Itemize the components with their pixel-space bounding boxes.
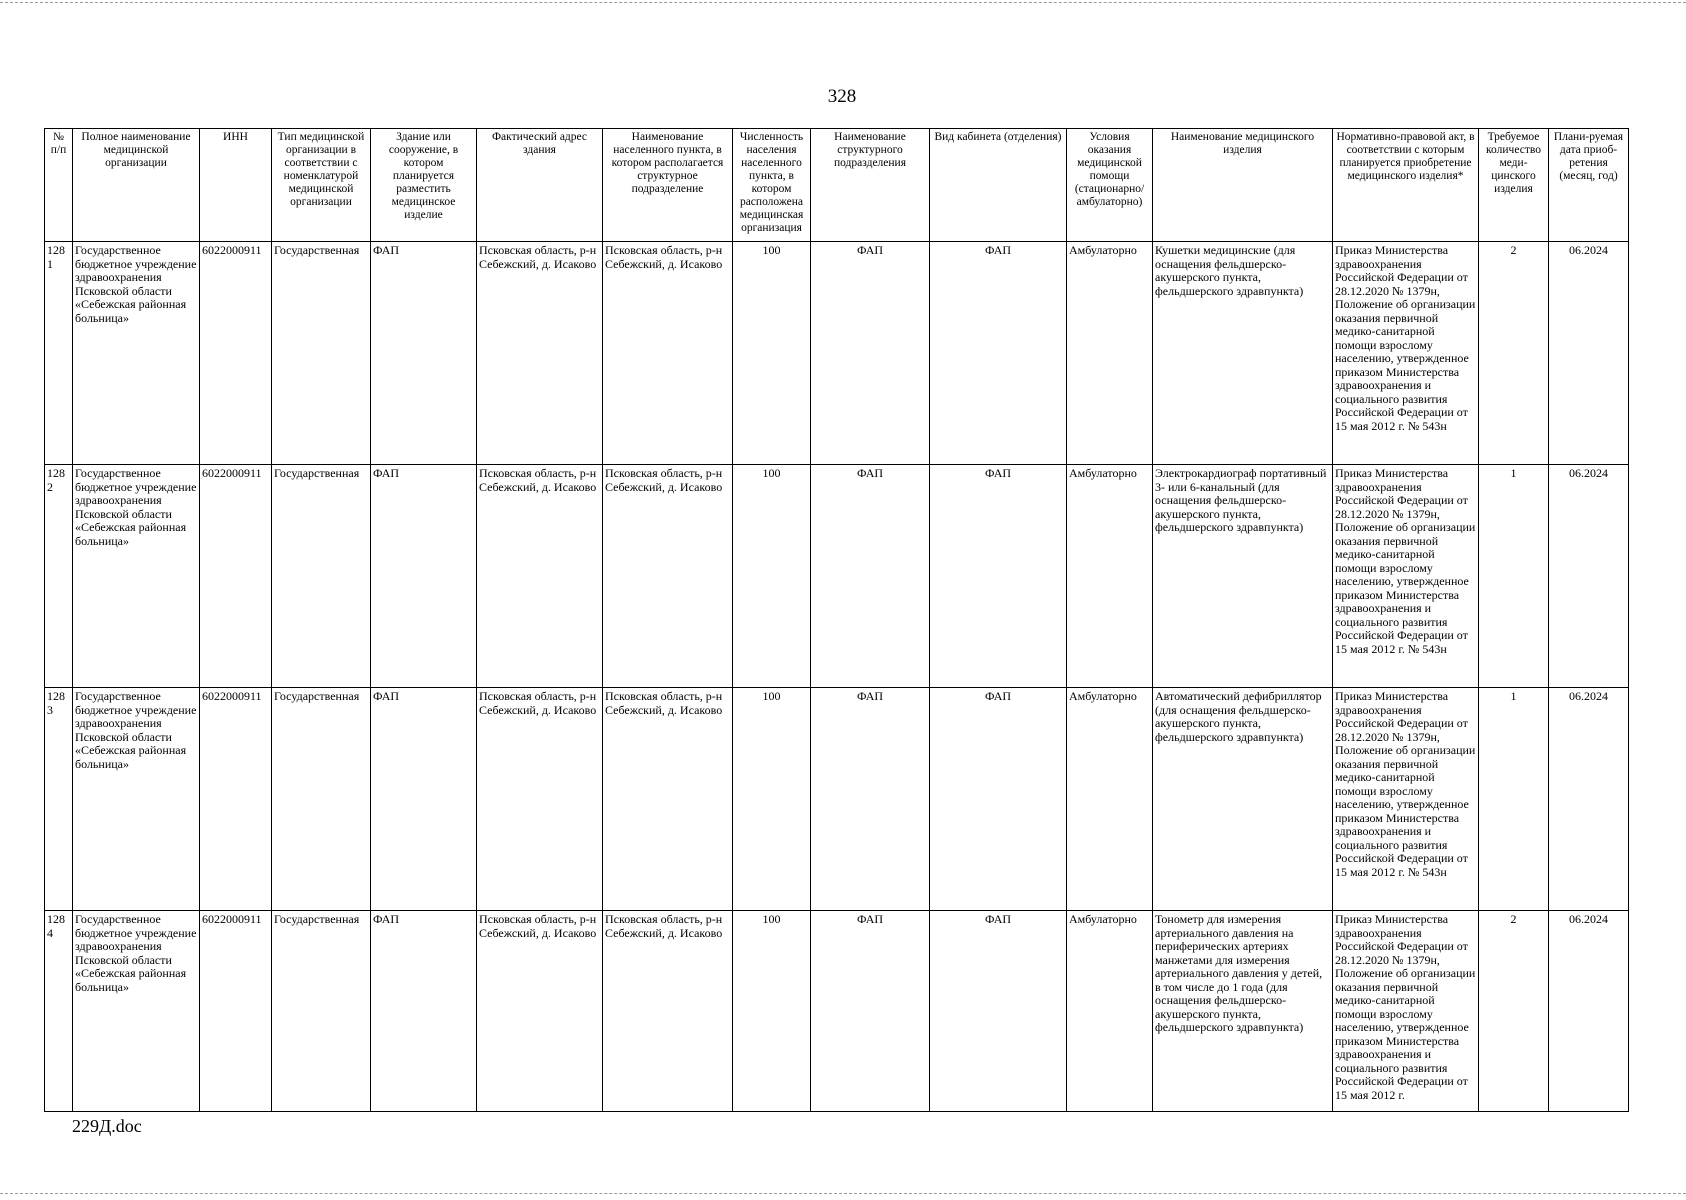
- cell-locality: Псковская область, р-н Себежский, д. Исаково: [603, 242, 733, 465]
- header-cell-conditions: Условия оказания медицинской помощи (стационарно/ амбулаторно): [1067, 129, 1153, 242]
- header-cell-org: Полное наименование медицинской организации: [73, 129, 200, 242]
- cell-org: Государственное бюджетное учреждение здравоохранения Псковской области «Себежская районная больница»: [73, 242, 200, 465]
- cell-subdivision: ФАП: [811, 465, 930, 688]
- cell-building: ФАП: [371, 242, 477, 465]
- header-cell-locality: Наименование населенного пункта, в котором располагается структурное подразделение: [603, 129, 733, 242]
- cell-address: Псковская область, р-н Себежский, д. Исаково: [477, 242, 603, 465]
- cell-org: Государственное бюджетное учреждение здравоохранения Псковской области «Себежская районная больница»: [73, 688, 200, 911]
- cell-num: 1282: [45, 465, 73, 688]
- cell-cabinet: ФАП: [930, 911, 1067, 1112]
- cell-date: 06.2024: [1549, 242, 1629, 465]
- cell-quantity: 2: [1479, 911, 1549, 1112]
- cell-date: 06.2024: [1549, 465, 1629, 688]
- cell-num: 1284: [45, 911, 73, 1112]
- cell-subdivision: ФАП: [811, 688, 930, 911]
- cell-type: Государственная: [272, 911, 371, 1112]
- cell-population: 100: [733, 911, 811, 1112]
- cell-num: 1281: [45, 242, 73, 465]
- table-header-row: [45, 129, 1629, 242]
- cell-cabinet: ФАП: [930, 688, 1067, 911]
- cell-device: Кушетки медицинские (для оснащения фельдшерско-акушерского пункта, фельдшерского здравпункта): [1153, 242, 1333, 465]
- cell-conditions: Амбулаторно: [1067, 688, 1153, 911]
- header-cell-device: Наименование медицинского изделия: [1153, 129, 1333, 242]
- cell-address: Псковская область, р-н Себежский, д. Исаково: [477, 465, 603, 688]
- footer-doc-filename: 229Д.doc: [72, 1116, 142, 1136]
- header-cell-type: Тип медицинской организации в соответствии с номенклатурой медицинской организации: [272, 129, 371, 242]
- cell-locality: Псковская область, р-н Себежский, д. Исаково: [603, 688, 733, 911]
- header-cell-address: Фактический адрес здания: [477, 129, 603, 242]
- scan-edge-bottom: [0, 1193, 1686, 1200]
- cell-type: Государственная: [272, 465, 371, 688]
- cell-inn: 6022000911: [200, 911, 272, 1112]
- cell-population: 100: [733, 242, 811, 465]
- cell-org: Государственное бюджетное учреждение здравоохранения Псковской области «Себежская районная больница»: [73, 911, 200, 1112]
- cell-act: Приказ Министерства здравоохранения Российской Федерации от 28.12.2020 № 1379н, Положение об организации оказания первичной медико-санитарной помощи взрослому населению, утвержденное приказом Министерства здравоохранения и социального развития Российской Федерации от 15 мая 2012 г. № 543н: [1333, 688, 1479, 911]
- cell-date: 06.2024: [1549, 911, 1629, 1112]
- cell-inn: 6022000911: [200, 688, 272, 911]
- cell-locality: Псковская область, р-н Себежский, д. Исаково: [603, 465, 733, 688]
- cell-subdivision: ФАП: [811, 911, 930, 1112]
- table-row: [45, 465, 1629, 688]
- table-row: [45, 911, 1629, 1112]
- cell-quantity: 2: [1479, 242, 1549, 465]
- cell-building: ФАП: [371, 911, 477, 1112]
- cell-building: ФАП: [371, 465, 477, 688]
- header-cell-subdivision: Наименование структурного подразделения: [811, 129, 930, 242]
- cell-building: ФАП: [371, 688, 477, 911]
- header-cell-quantity: Требуемое количество меди-цинского изделия: [1479, 129, 1549, 242]
- cell-num: 1283: [45, 688, 73, 911]
- table-row: [45, 688, 1629, 911]
- cell-address: Псковская область, р-н Себежский, д. Исаково: [477, 911, 603, 1112]
- cell-act: Приказ Министерства здравоохранения Российской Федерации от 28.12.2020 № 1379н, Положение об организации оказания первичной медико-санитарной помощи взрослому населению, утвержденное приказом Министерства здравоохранения и социального развития Российской Федерации от 15 мая 2012 г. № 543н: [1333, 242, 1479, 465]
- cell-quantity: 1: [1479, 465, 1549, 688]
- cell-quantity: 1: [1479, 688, 1549, 911]
- header-cell-date: Плани-руемая дата приоб-ретения (месяц, год): [1549, 129, 1629, 242]
- cell-type: Государственная: [272, 242, 371, 465]
- cell-locality: Псковская область, р-н Себежский, д. Исаково: [603, 911, 733, 1112]
- header-cell-building: Здание или сооружение, в котором планируется разместить медицинское изделие: [371, 129, 477, 242]
- cell-device: Электрокардиограф портативный 3- или 6-канальный (для оснащения фельдшерско-акушерского пункта, фельдшерского здравпункта): [1153, 465, 1333, 688]
- cell-date: 06.2024: [1549, 688, 1629, 911]
- page-number: 328: [827, 86, 857, 107]
- cell-conditions: Амбулаторно: [1067, 465, 1153, 688]
- medical-equipment-table: [44, 128, 1629, 1112]
- cell-cabinet: ФАП: [930, 465, 1067, 688]
- cell-type: Государственная: [272, 688, 371, 911]
- cell-population: 100: [733, 465, 811, 688]
- cell-conditions: Амбулаторно: [1067, 242, 1153, 465]
- cell-act: Приказ Министерства здравоохранения Российской Федерации от 28.12.2020 № 1379н, Положение об организации оказания первичной медико-санитарной помощи взрослому населению, утвержденное приказом Министерства здравоохранения и социального развития Российской Федерации от 15 мая 2012 г.: [1333, 911, 1479, 1112]
- cell-conditions: Амбулаторно: [1067, 911, 1153, 1112]
- header-cell-inn: ИНН: [200, 129, 272, 242]
- cell-act: Приказ Министерства здравоохранения Российской Федерации от 28.12.2020 № 1379н, Положение об организации оказания первичной медико-санитарной помощи взрослому населению, утвержденное приказом Министерства здравоохранения и социального развития Российской Федерации от 15 мая 2012 г. № 543н: [1333, 465, 1479, 688]
- cell-device: Тонометр для измерения артериального давления на периферических артериях манжетами для измерения артериального давления у детей, в том числе до 1 года (для оснащения фельдшерско-акушерского пункта, фельдшерского здравпункта): [1153, 911, 1333, 1112]
- cell-subdivision: ФАП: [811, 242, 930, 465]
- header-cell-act: Нормативно-правовой акт, в соответствии с которым планируется приобретение медицинского изделия*: [1333, 129, 1479, 242]
- cell-inn: 6022000911: [200, 242, 272, 465]
- cell-address: Псковская область, р-н Себежский, д. Исаково: [477, 688, 603, 911]
- cell-population: 100: [733, 688, 811, 911]
- cell-org: Государственное бюджетное учреждение здравоохранения Псковской области «Себежская районная больница»: [73, 465, 200, 688]
- header-cell-num: № п/п: [45, 129, 73, 242]
- header-cell-cabinet: Вид кабинета (отделения): [930, 129, 1067, 242]
- header-cell-population: Численность населения населенного пункта, в котором расположена медицинская организация: [733, 129, 811, 242]
- cell-inn: 6022000911: [200, 465, 272, 688]
- table-row: [45, 242, 1629, 465]
- scan-edge-top: [0, 2, 1686, 9]
- cell-cabinet: ФАП: [930, 242, 1067, 465]
- cell-device: Автоматический дефибриллятор (для оснащения фельдшерско-акушерского пункта, фельдшерского здравпункта): [1153, 688, 1333, 911]
